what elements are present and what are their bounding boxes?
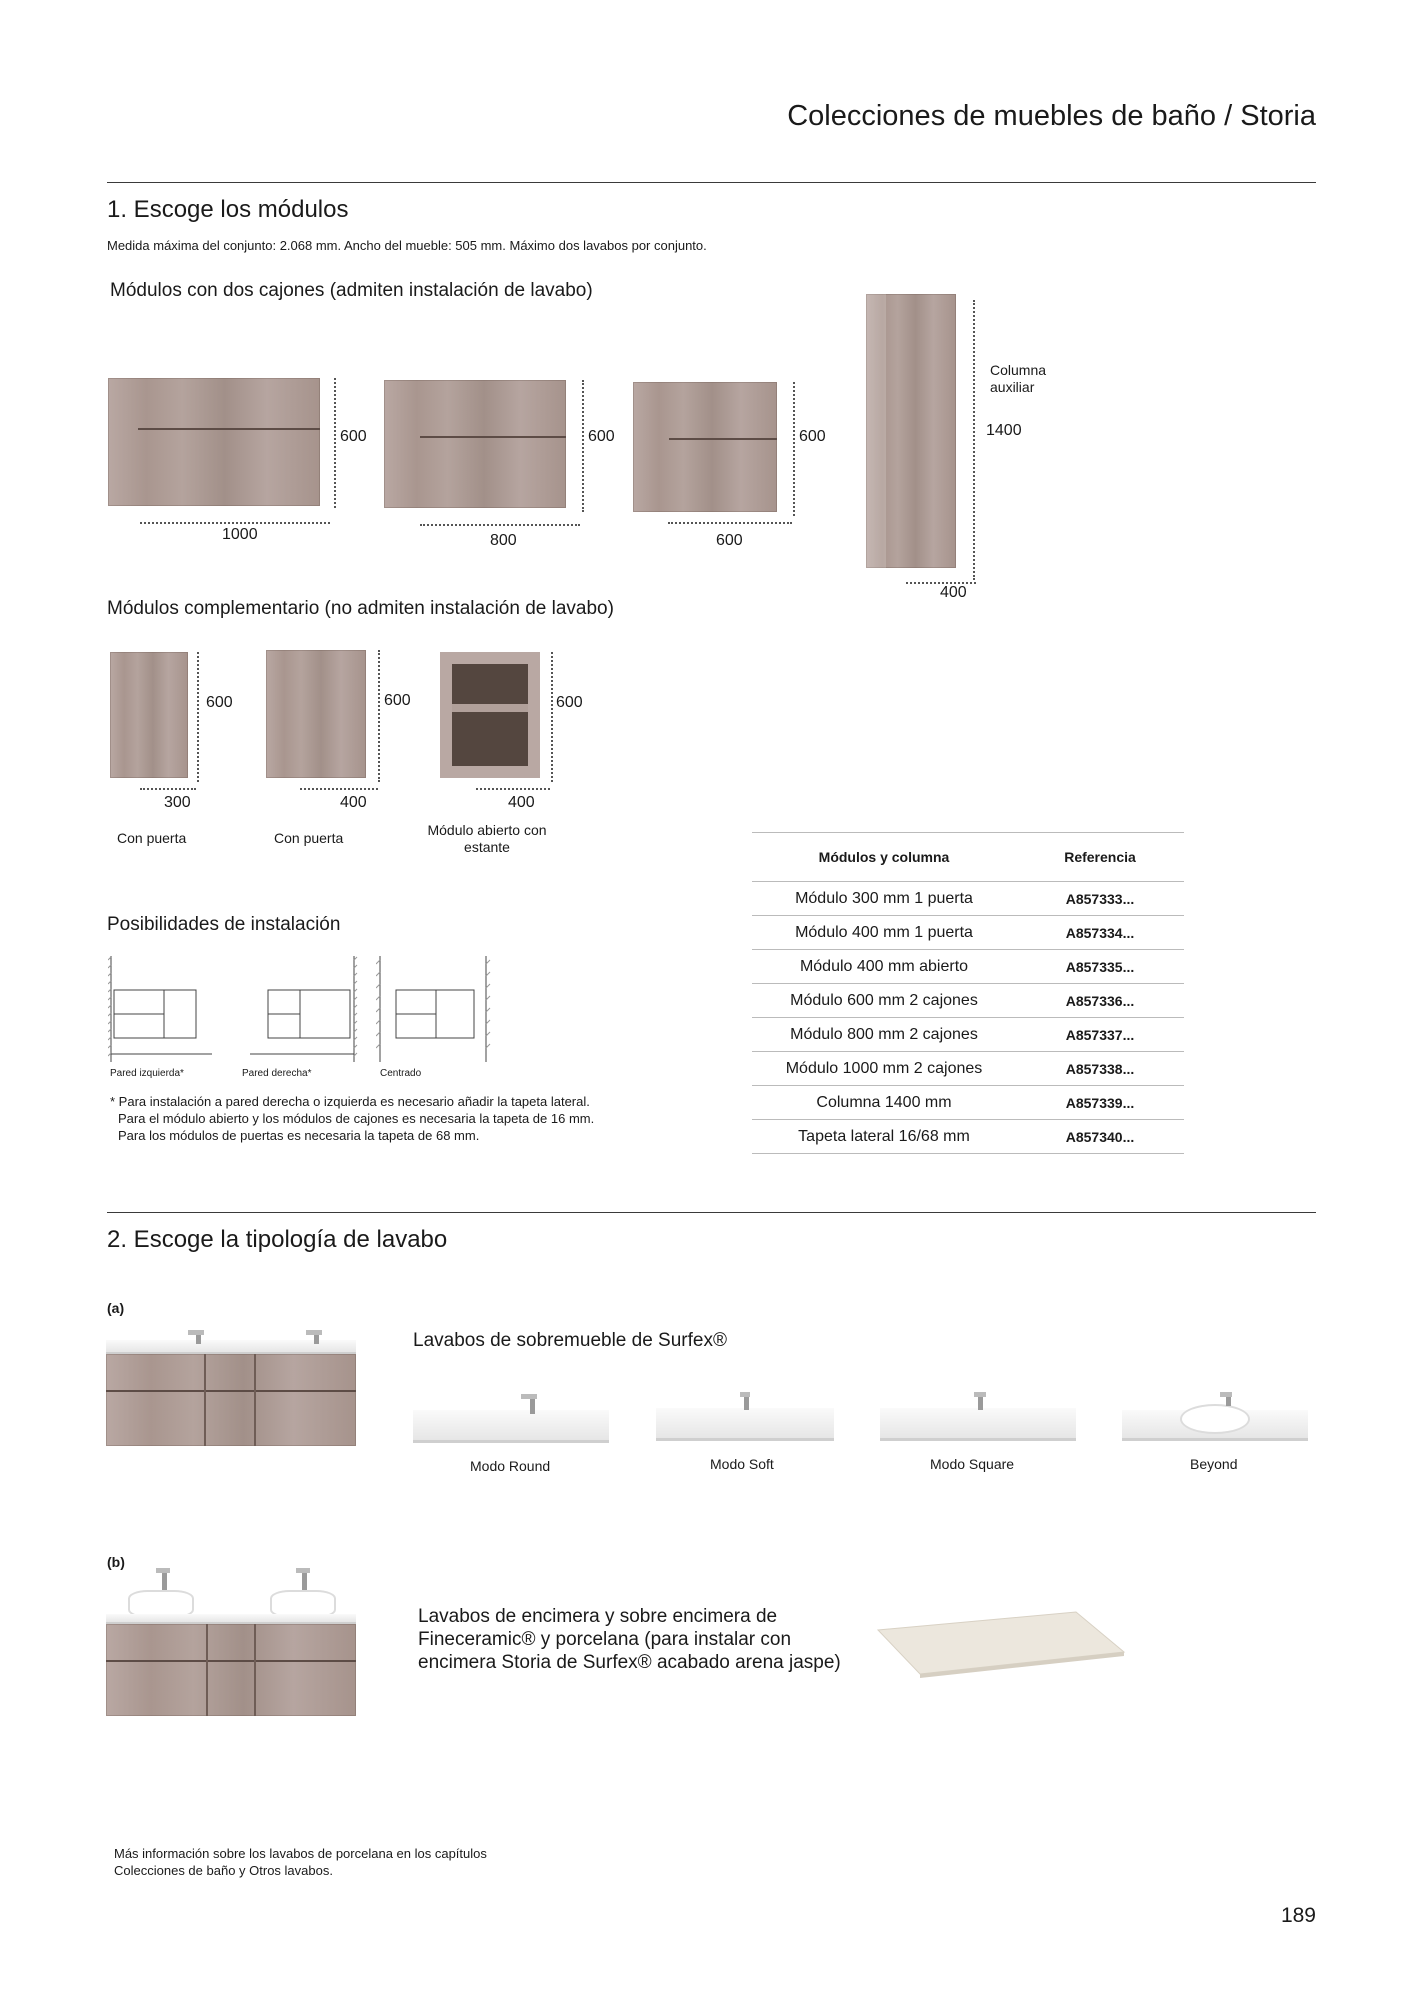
table-cell: Módulo 400 mm 1 puerta [752,916,1016,950]
height-dimension-line [793,382,795,516]
table-cell: A857335... [1016,950,1184,984]
complementary-width: 400 [340,794,367,811]
complementary-caption: Con puerta [274,830,344,846]
drawer-module-height: 600 [588,428,615,445]
drawer-module-height: 600 [340,428,367,445]
complementary-caption: Módulo abierto con estante [427,822,547,855]
door-module-400-image [266,650,366,778]
drawer-module-height: 600 [799,428,826,445]
reference-table [752,832,1184,1154]
table-cell: A857336... [1016,984,1184,1018]
sink-label: Beyond [1190,1456,1238,1472]
installation-label: Pared derecha* [242,1068,312,1079]
header-divider [107,182,1316,183]
width-dimension-line [476,788,550,790]
table-header: Referencia [1016,833,1184,882]
table-cell: A857340... [1016,1120,1184,1154]
bottom-note-line: Colecciones de baño y Otros lavabos. [114,1863,333,1878]
open-module-image [440,652,540,778]
option-a-tag: (a) [107,1300,125,1316]
option-a-heading: Lavabos de sobremueble de Surfex® [413,1330,727,1351]
height-dimension-line [551,652,553,782]
footnote-line: * Para instalación a pared derecha o izquierda es necesario añadir la tapeta lateral. [110,1094,590,1109]
installation-centered-diagram [376,956,492,1062]
drawers-heading: Módulos con dos cajones (admiten instalación de lavabo) [110,280,593,301]
column-height: 1400 [986,422,1022,439]
width-dimension-line [668,522,792,524]
page-title: Colecciones de muebles de baño / Storia [787,100,1316,132]
drawer-module-800-image [384,380,566,508]
section2-divider [107,1212,1316,1213]
table-cell: Módulo 300 mm 1 puerta [752,882,1016,916]
countertop-image [876,1608,1126,1678]
option-b-heading-line: Fineceramic® y porcelana (para instalar con [418,1629,792,1650]
column-image [866,294,956,568]
complementary-height: 600 [384,692,411,709]
sink-label: Modo Round [470,1458,551,1474]
table-cell: A857334... [1016,916,1184,950]
complementary-width: 300 [164,794,191,811]
installation-heading: Posibilidades de instalación [107,914,341,935]
table-row [752,882,1184,916]
table-cell: Módulo 800 mm 2 cajones [752,1018,1016,1052]
table-row [752,984,1184,1018]
installation-label: Pared izquierda* [110,1068,184,1079]
beyond-sink-image [1122,1392,1308,1450]
table-cell: A857337... [1016,1018,1184,1052]
sink-label: Modo Soft [710,1456,774,1472]
complementary-heading: Módulos complementario (no admiten instalación de lavabo) [107,598,614,619]
option-b-heading-line: Lavabos de encimera y sobre encimera de [418,1606,778,1627]
section1-title: 1. Escoge los módulos [107,196,349,223]
table-row [752,950,1184,984]
footnote-line: Para el módulo abierto y los módulos de cajones es necesaria la tapeta de 16 mm. [118,1111,595,1126]
section2-title: 2. Escoge la tipología de lavabo [107,1226,448,1253]
drawer-module-width: 800 [490,532,517,549]
width-dimension-line [140,788,196,790]
page-number: 189 [1280,1904,1316,1927]
bottom-note-line: Más información sobre los lavabos de porcelana en los capítulos [114,1846,487,1861]
complementary-height: 600 [556,694,583,711]
table-row [752,1052,1184,1086]
table-cell: A857339... [1016,1086,1184,1120]
option-b-tag: (b) [107,1554,125,1570]
drawer-module-1000-image [108,378,320,506]
width-dimension-line [300,788,378,790]
option-b-heading-line: encimera Storia de Surfex® acabado arena jaspe) [418,1652,841,1673]
table-header: Módulos y columna [752,833,1016,882]
table-cell: Tapeta lateral 16/68 mm [752,1120,1016,1154]
drawer-module-600-image [633,382,777,512]
section1-note: Medida máxima del conjunto: 2.068 mm. Ancho del mueble: 505 mm. Máximo dos lavabos por conjunto. [107,238,707,253]
width-dimension-line [140,522,330,524]
table-row [752,1018,1184,1052]
height-dimension-line [582,380,584,512]
installation-left-wall-diagram [108,956,228,1062]
table-row [752,1120,1184,1154]
height-dimension-line [378,650,380,782]
footnote-line: Para los módulos de puertas es necesaria la tapeta de 68 mm. [118,1128,480,1143]
table-cell: Columna 1400 mm [752,1086,1016,1120]
door-module-300-image [110,652,188,778]
option-b-vanity-image [106,1568,356,1716]
table-cell: Módulo 400 mm abierto [752,950,1016,984]
table-cell: Módulo 1000 mm 2 cajones [752,1052,1016,1086]
complementary-width: 400 [508,794,535,811]
sink-label: Modo Square [930,1456,1015,1472]
installation-right-wall-diagram [250,956,360,1062]
table-row [752,916,1184,950]
option-a-vanity-image [106,1330,356,1446]
width-dimension-line [420,524,580,526]
table-row [752,1086,1184,1120]
installation-label: Centrado [380,1068,422,1079]
table-header-row [752,833,1184,882]
complementary-height: 600 [206,694,233,711]
column-label: Columna auxiliar [990,362,1047,395]
column-width: 400 [940,584,967,601]
complementary-caption: Con puerta [117,830,187,846]
table-cell: A857333... [1016,882,1184,916]
drawer-module-width: 1000 [222,526,258,543]
table-cell: Módulo 600 mm 2 cajones [752,984,1016,1018]
modo-square-sink-image [880,1392,1076,1450]
table-cell: A857338... [1016,1052,1184,1086]
modo-soft-sink-image [656,1392,834,1450]
modo-round-sink-image [413,1392,609,1450]
height-dimension-line [973,300,975,580]
height-dimension-line [334,378,336,508]
height-dimension-line [197,652,199,782]
drawer-module-width: 600 [716,532,743,549]
